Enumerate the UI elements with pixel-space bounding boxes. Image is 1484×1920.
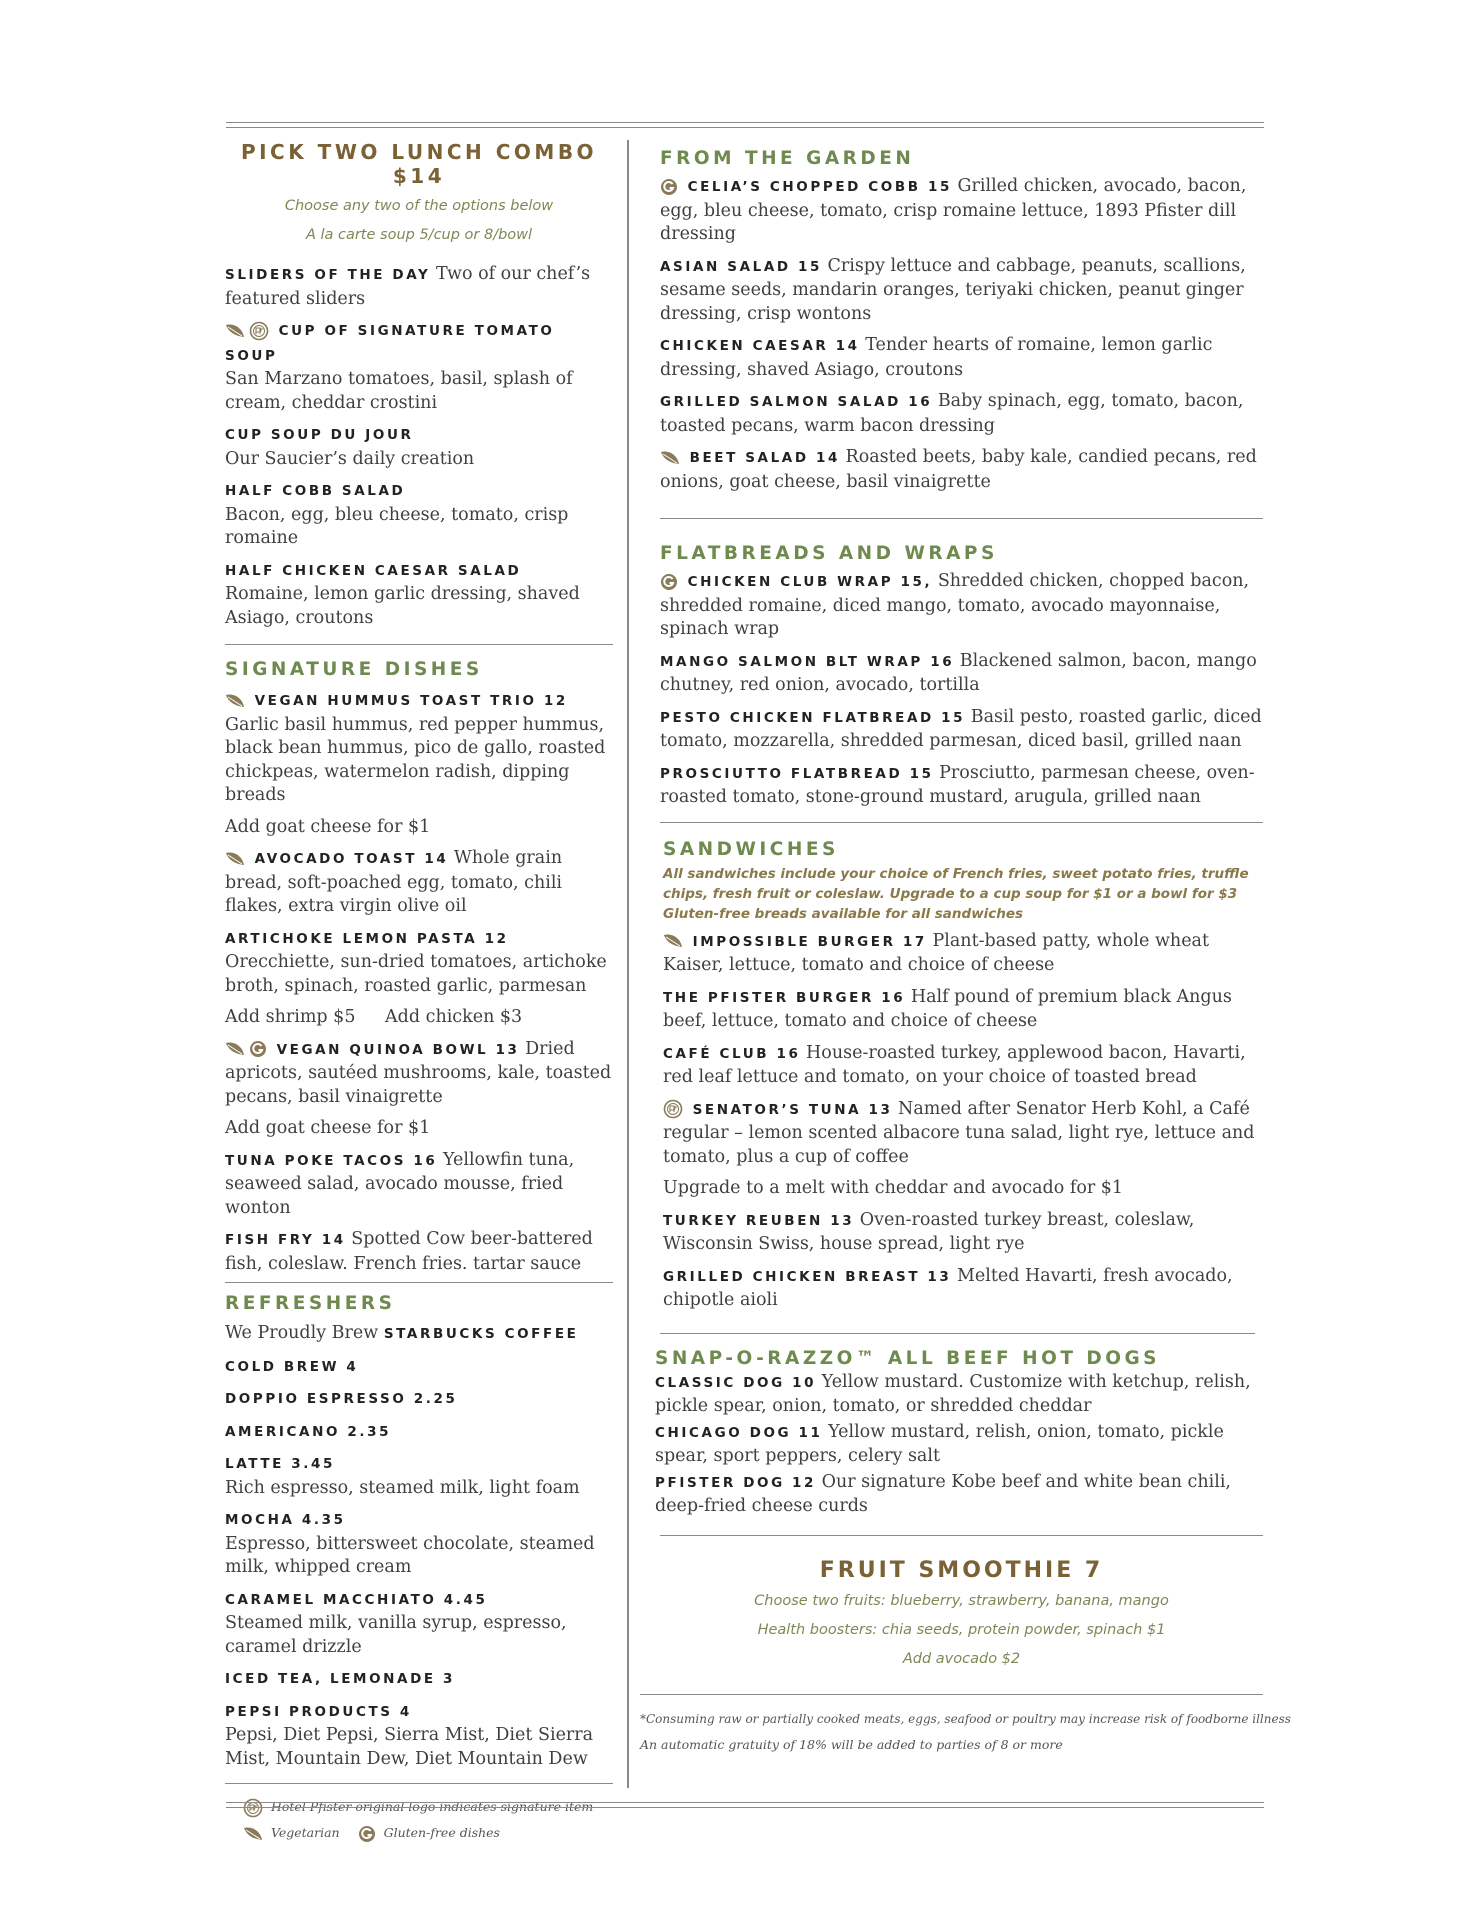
smoothie-line: Choose two fruits: blueberry, strawberry, banana, mango bbox=[754, 1592, 1169, 1609]
legend-gluten-free-text: Gluten-free dishes bbox=[383, 1825, 500, 1840]
leaf-icon bbox=[225, 851, 245, 867]
divider bbox=[640, 1694, 1263, 1695]
divider bbox=[660, 822, 1263, 823]
item-name: PFISTER DOG 12 bbox=[655, 1474, 817, 1491]
footer-notes bbox=[640, 1705, 1291, 1757]
divider bbox=[660, 518, 1263, 519]
item-desc: Our signature Kobe beef and white bean chili, deep-fried cheese curds bbox=[655, 1471, 1231, 1516]
garden-item-caesar bbox=[660, 334, 1263, 382]
section-title: FROM THE GARDEN bbox=[660, 148, 915, 169]
item-desc: Dried apricots, sautéed mushrooms, kale, toasted pecans, basil vinaigrette bbox=[225, 1038, 612, 1107]
addon-row bbox=[225, 1006, 613, 1030]
item-name: CLASSIC DOG 10 bbox=[655, 1374, 817, 1391]
item-desc: Basil pesto, roasted garlic, diced tomato, mozzarella, shredded parmesan, diced basil, grilled naan bbox=[660, 706, 1262, 751]
smoothie-line: Health boosters: chia seeds, protein powder, spinach $1 bbox=[757, 1621, 1166, 1638]
item-desc: Garlic basil hummus, red pepper hummus, black bean hummus, pico de gallo, roasted chickpeas, watermelon radish, dipping breads bbox=[225, 714, 606, 805]
item-name: TUNA POKE TACOS 16 bbox=[225, 1152, 438, 1169]
item-desc: Our Saucier’s daily creation bbox=[225, 448, 475, 469]
item-name: CELIA’S CHOPPED COBB 15 bbox=[687, 179, 952, 195]
item-desc: Yellow mustard. Customize with ketchup, relish, pickle spear, onion, tomato, or shredded cheddar bbox=[655, 1371, 1251, 1416]
item-name: CUP OF SIGNATURE TOMATO SOUP bbox=[225, 323, 555, 364]
gluten-free-icon bbox=[660, 573, 678, 591]
item-desc: Bacon, egg, bleu cheese, tomato, crisp romaine bbox=[225, 504, 569, 548]
legend-diet bbox=[243, 1820, 613, 1846]
drink-item bbox=[225, 1355, 613, 1380]
smoothie-line: Add avocado $2 bbox=[902, 1650, 1021, 1667]
garden-item-beet bbox=[660, 446, 1263, 494]
legend-vegetarian-text: Vegetarian bbox=[270, 1825, 340, 1840]
leaf-icon bbox=[663, 933, 683, 949]
item-name: GRILLED CHICKEN BREAST 13 bbox=[663, 1268, 952, 1285]
item-desc: Melted Havarti, fresh avocado, chipotle aioli bbox=[663, 1265, 1233, 1310]
item-name: THE PFISTER BURGER 16 bbox=[663, 989, 906, 1006]
item-desc: Spotted Cow beer-battered fish, coleslaw. French fries. tartar sauce bbox=[225, 1229, 593, 1274]
item-name: AVOCADO TOAST 14 bbox=[254, 851, 449, 867]
sandwiches-section bbox=[660, 839, 1263, 1313]
item-name: MANGO SALMON BLT WRAP 16 bbox=[660, 653, 955, 670]
leaf-icon bbox=[660, 450, 680, 466]
item-name: CHICKEN CLUB WRAP 15, bbox=[687, 574, 933, 590]
item-name: CARAMEL MACCHIATO 4.45 bbox=[225, 1591, 488, 1608]
item-name: CHICKEN CAESAR 14 bbox=[660, 338, 860, 354]
item-desc: Steamed milk, vanilla syrup, espresso, caramel drizzle bbox=[225, 1613, 567, 1657]
combo-title: PICK TWO LUNCH COMBO $14 bbox=[240, 140, 598, 188]
item-desc: Half pound of premium black Angus beef, lettuce, tomato and choice of cheese bbox=[663, 986, 1232, 1031]
item-desc: San Marzano tomatoes, basil, splash of cream, cheddar crostini bbox=[225, 369, 573, 413]
garden-item-asian bbox=[660, 255, 1263, 327]
sandwich-item-cafe-club bbox=[663, 1042, 1263, 1090]
sandwich-item-reuben bbox=[663, 1209, 1263, 1257]
combo-item-sliders bbox=[225, 263, 613, 311]
item-name: SENATOR’S TUNA 13 bbox=[692, 1101, 893, 1118]
left-column bbox=[225, 140, 613, 1846]
hotdog-item-classic bbox=[655, 1371, 1263, 1419]
combo-section bbox=[225, 140, 613, 630]
section-title: FLATBREADS AND WRAPS bbox=[660, 543, 998, 564]
column-divider bbox=[627, 140, 629, 1788]
item-name: CHICAGO DOG 11 bbox=[655, 1424, 823, 1441]
item-name: ICED TEA, LEMONADE 3 bbox=[225, 1671, 456, 1687]
leaf-icon bbox=[225, 693, 245, 709]
item-desc: Grilled chicken, avocado, bacon, egg, bleu cheese, tomato, crisp romaine lettuce, 1893 Pfister dill dressing bbox=[660, 176, 1247, 244]
item-name: DOPPIO ESPRESSO 2.25 bbox=[225, 1391, 458, 1407]
drink-item bbox=[225, 1700, 613, 1772]
right-column bbox=[640, 140, 1291, 1757]
sandwich-item-pfister-burger bbox=[663, 986, 1263, 1034]
sandwich-item-senators-tuna bbox=[663, 1098, 1263, 1170]
divider bbox=[225, 1783, 613, 1784]
signature-item-hummus bbox=[225, 689, 613, 808]
drink-item bbox=[225, 1667, 613, 1692]
section-title: SANDWICHES bbox=[663, 838, 839, 860]
brew-lead: We Proudly Brew bbox=[225, 1323, 379, 1343]
item-desc: Espresso, bittersweet chocolate, steamed milk, whipped cream bbox=[225, 1533, 595, 1577]
legend-signature-text: Hotel Pfister original logo indicates signature item bbox=[270, 1799, 594, 1814]
item-name: ASIAN SALAD 15 bbox=[660, 258, 822, 275]
signature-item-artichoke-pasta bbox=[225, 927, 613, 999]
item-name: AMERICANO 2.35 bbox=[225, 1423, 392, 1440]
signature-section bbox=[225, 659, 613, 1276]
item-name: GRILLED SALMON SALAD 16 bbox=[660, 394, 933, 410]
item-name: PEPSI PRODUCTS 4 bbox=[225, 1703, 412, 1720]
item-desc: Two of our chef’s featured sliders bbox=[225, 264, 591, 309]
drink-item bbox=[225, 1588, 613, 1660]
item-desc: Blackened salmon, bacon, mango chutney, red onion, avocado, tortilla bbox=[660, 650, 1257, 695]
item-desc: Prosciutto, parmesan cheese, oven-roasted tomato, stone-ground mustard, arugula, grilled naan bbox=[660, 762, 1255, 807]
addon-text: Add goat cheese for $1 bbox=[225, 1118, 431, 1138]
combo-subtitle: Choose any two of the options below bbox=[284, 198, 554, 214]
combo-item-soup-du-jour bbox=[225, 423, 613, 471]
hotdog-item-pfister bbox=[655, 1471, 1263, 1519]
section-title: SNAP-O-RAZZO™ ALL BEEF HOT DOGS bbox=[655, 1347, 1160, 1369]
item-name: IMPOSSIBLE BURGER 17 bbox=[692, 933, 927, 950]
item-desc: Pepsi, Diet Pepsi, Sierra Mist, Diet Sierra Mist, Mountain Dew, Diet Mountain Dew bbox=[225, 1725, 594, 1769]
smoothie-title: FRUIT SMOOTHIE 7 bbox=[819, 1557, 1104, 1583]
item-desc: Oven-roasted turkey breast, coleslaw, Wisconsin Swiss, house spread, light rye bbox=[663, 1209, 1195, 1254]
item-desc: Shredded chicken, chopped bacon, shredded romaine, diced mango, tomato, avocado mayonnaise, spinach wrap bbox=[660, 571, 1250, 639]
item-name: LATTE 3.45 bbox=[225, 1456, 335, 1472]
item-name: VEGAN QUINOA BOWL 13 bbox=[276, 1041, 520, 1058]
item-name: CUP SOUP DU JOUR bbox=[225, 427, 414, 443]
raw-warning: *Consuming raw or partially cooked meats, eggs, seafood or poultry may increase risk of foodborne illness bbox=[640, 1711, 1291, 1726]
gratuity-note: An automatic gratuity of 18% will be added to parties of 8 or more bbox=[640, 1736, 1063, 1752]
item-name: SLIDERS OF THE DAY bbox=[225, 267, 431, 283]
pfister-logo-icon bbox=[663, 1099, 683, 1119]
garden-item-cobb bbox=[660, 175, 1263, 247]
combo-item-tomato-soup bbox=[225, 319, 613, 415]
item-name: FISH FRY 14 bbox=[225, 1232, 346, 1248]
item-name: BEET SALAD 14 bbox=[689, 450, 840, 466]
garden-section bbox=[660, 140, 1263, 494]
gluten-free-icon bbox=[358, 1825, 376, 1843]
flatbread-item-pesto bbox=[660, 706, 1263, 754]
hotdogs-section bbox=[655, 1348, 1263, 1519]
signature-item-fish-fry bbox=[225, 1228, 613, 1276]
item-name: COLD BREW 4 bbox=[225, 1358, 359, 1375]
addon-shrimp: Add shrimp $5 bbox=[225, 1007, 356, 1027]
hotdog-item-chicago bbox=[655, 1421, 1263, 1469]
leaf-icon bbox=[243, 1826, 263, 1842]
pfister-logo-icon bbox=[249, 321, 269, 341]
bottom-double-rule bbox=[226, 1802, 1264, 1808]
drink-item bbox=[225, 1387, 613, 1412]
item-desc: Yellow mustard, relish, onion, tomato, pickle spear, sport peppers, celery salt bbox=[655, 1421, 1224, 1466]
sandwich-item-impossible bbox=[663, 930, 1263, 978]
gluten-free-icon bbox=[249, 1040, 267, 1058]
signature-item-quinoa-bowl bbox=[225, 1038, 613, 1110]
signature-item-avocado-toast bbox=[225, 847, 613, 919]
item-name: TURKEY REUBEN 13 bbox=[663, 1212, 855, 1229]
item-desc: Yellowfin tuna, seaweed salad, avocado mousse, fried wonton bbox=[225, 1149, 575, 1218]
item-desc: Named after Senator Herb Kohl, a Café regular – lemon scented albacore tuna salad, light rye, lettuce and tomato, plus a cup of coffee bbox=[663, 1098, 1255, 1167]
addon-text: Upgrade to a melt with cheddar and avocado for $1 bbox=[663, 1178, 1124, 1198]
flatbreads-section bbox=[660, 543, 1263, 810]
drink-item bbox=[225, 1420, 613, 1445]
item-desc: Roasted beets, baby kale, candied pecans, red onions, goat cheese, basil vinaigrette bbox=[660, 447, 1257, 492]
smoothie-section bbox=[660, 1558, 1263, 1674]
refreshers-section bbox=[225, 1293, 613, 1771]
divider bbox=[660, 1333, 1255, 1334]
divider bbox=[225, 644, 613, 645]
section-title: REFRESHERS bbox=[225, 1293, 396, 1314]
divider bbox=[660, 1535, 1263, 1536]
item-name: VEGAN HUMMUS TOAST TRIO 12 bbox=[254, 693, 568, 709]
sandwiches-note: All sandwiches include your choice of French fries, sweet potato fries, truffle chips, fresh fruit or coleslaw. Upgrade to a cup soup for $1 or a bowl for $3 Gluten-free breads available for all sandwiches bbox=[663, 865, 1249, 922]
flatbread-item-salmon-wrap bbox=[660, 650, 1263, 698]
divider bbox=[225, 1282, 613, 1283]
item-name: HALF COBB SALAD bbox=[225, 483, 406, 499]
top-double-rule bbox=[226, 122, 1264, 128]
item-desc: Baby spinach, egg, tomato, bacon, toasted pecans, warm bacon dressing bbox=[660, 391, 1244, 436]
sandwich-item-grilled-chicken bbox=[663, 1265, 1263, 1313]
item-name: HALF CHICKEN CAESAR SALAD bbox=[225, 562, 522, 579]
item-desc: House-roasted turkey, applewood bacon, Havarti, red leaf lettuce and tomato, on your choice of toasted bread bbox=[663, 1042, 1246, 1087]
item-desc: Tender hearts of romaine, lemon garlic dressing, shaved Asiago, croutons bbox=[660, 335, 1213, 380]
item-desc: Romaine, lemon garlic dressing, shaved Asiago, croutons bbox=[225, 584, 580, 628]
item-desc: Plant-based patty, whole wheat Kaiser, lettuce, tomato and choice of cheese bbox=[663, 930, 1210, 975]
addon-text: Add goat cheese for $1 bbox=[225, 816, 431, 837]
drink-item bbox=[225, 1452, 613, 1500]
garden-item-salmon bbox=[660, 390, 1263, 438]
flatbread-item-prosciutto bbox=[660, 762, 1263, 810]
brew-brand: STARBUCKS COFFEE bbox=[383, 1326, 579, 1342]
leaf-icon bbox=[225, 1041, 245, 1057]
item-name: ARTICHOKE LEMON PASTA 12 bbox=[225, 930, 509, 947]
item-name: CAFÉ CLUB 16 bbox=[663, 1045, 801, 1062]
addon-chicken: Add chicken $3 bbox=[385, 1007, 523, 1027]
section-title: SIGNATURE DISHES bbox=[225, 659, 483, 680]
brew-line bbox=[225, 1322, 613, 1347]
item-desc: Crispy lettuce and cabbage, peanuts, scallions, sesame seeds, mandarin oranges, teriyaki chicken, peanut ginger dressing, crisp wontons bbox=[660, 255, 1246, 324]
drink-item bbox=[225, 1508, 613, 1580]
signature-item-poke-tacos bbox=[225, 1149, 613, 1221]
item-name: PESTO CHICKEN FLATBREAD 15 bbox=[660, 709, 966, 726]
combo-item-half-cobb bbox=[225, 479, 613, 551]
gluten-free-icon bbox=[660, 178, 678, 196]
item-desc: Rich espresso, steamed milk, light foam bbox=[225, 1477, 580, 1498]
combo-item-half-caesar bbox=[225, 559, 613, 631]
leaf-icon bbox=[225, 323, 245, 339]
flatbread-item-club-wrap bbox=[660, 570, 1263, 642]
item-name: MOCHA 4.35 bbox=[225, 1512, 346, 1528]
item-name: PROSCIUTTO FLATBREAD 15 bbox=[660, 765, 934, 782]
item-desc: Orecchiette, sun-dried tomatoes, artichoke broth, spinach, roasted garlic, parmesan bbox=[225, 952, 607, 996]
combo-subtitle-2: A la carte soup 5/cup or 8/bowl bbox=[305, 227, 533, 243]
item-desc: Whole grain bread, soft-poached egg, tomato, chili flakes, extra virgin olive oil bbox=[225, 848, 563, 916]
